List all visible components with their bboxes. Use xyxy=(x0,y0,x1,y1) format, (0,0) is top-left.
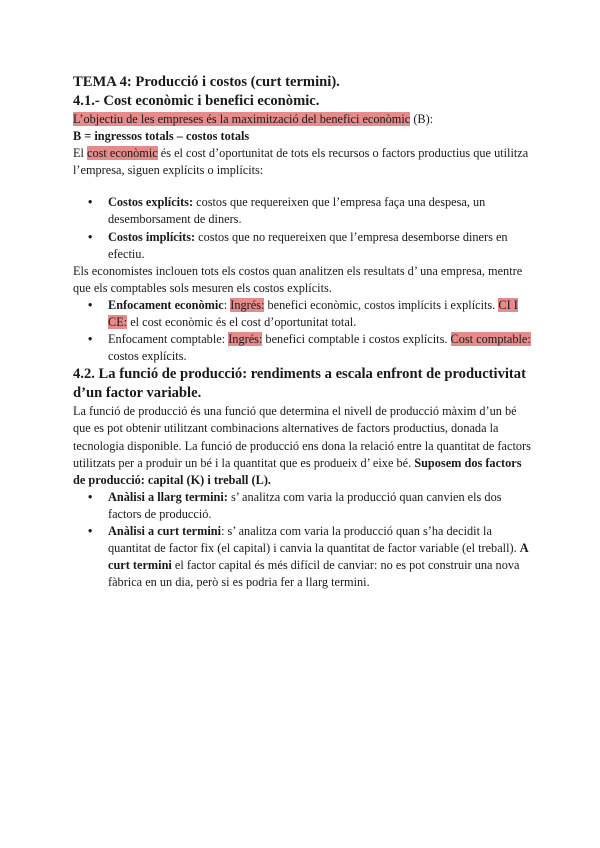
highlight-accounting-cost: Cost comptable: xyxy=(450,332,531,347)
text-fragment: és el cost d’oportunitat de tots els recursos o factors productius que utilitza l’empresa, siguen explícits o implícits: xyxy=(73,146,529,178)
term-long-term: Anàlisi a llarg termini: xyxy=(108,489,228,504)
paragraph-cost-economic xyxy=(73,145,535,179)
highlight-income: Ingrés: xyxy=(228,332,263,347)
bold-short-term: A curt termini xyxy=(108,541,528,573)
list-cost-types xyxy=(73,194,535,262)
list-item-implicit-costs xyxy=(73,229,535,263)
definition-explicit-costs: costos que requereixen que l’empresa faça una despesa, un desemborsament de diners. xyxy=(108,195,486,227)
definition-long-term: s’ analitza com varia la producció quan canvien els dos factors de producció. xyxy=(108,489,502,521)
term-implicit-costs: Costos implícits: xyxy=(108,229,196,244)
list-approaches xyxy=(73,297,535,365)
section-heading-4-1: 4.1.- Cost econòmic i benefici econòmic. xyxy=(73,93,320,109)
text-fragment: El xyxy=(73,146,88,161)
term-accounting-approach: Enfocament comptable: xyxy=(108,332,229,347)
list-analysis xyxy=(73,489,535,592)
highlight-ci-ce: CI I CE: xyxy=(108,297,518,330)
spacer xyxy=(73,179,535,194)
term-explicit-costs: Costos explícits: xyxy=(108,195,194,210)
list-item-accounting-approach xyxy=(73,331,535,365)
term-short-term: Anàlisi a curt termini xyxy=(108,523,222,538)
paragraph-objective xyxy=(73,111,535,128)
bold-two-factors: Suposem dos factors de producció: capital (K) i treball (L). xyxy=(73,455,522,487)
text-fragment: el factor capital és més difícil de canviar: no es pot construir una nova fàbrica en un dia, però si es podria fer a llarg termini. xyxy=(108,558,520,590)
text-fragment: benefici econòmic, costos implícits i explícits. xyxy=(264,297,499,312)
text-fragment: : xyxy=(223,297,231,312)
formula-benefit: B = ingressos totals – costos totals xyxy=(73,129,250,144)
text-fragment: costos explícits. xyxy=(108,349,187,364)
highlight-income: Ingrés: xyxy=(230,297,265,312)
text-fragment: el cost econòmic és el cost d’oportunitat total. xyxy=(127,315,357,330)
section-heading-4-2: 4.2. La funció de producció: rendiments a escala enfront de productivitat d’un factor variable. xyxy=(73,366,526,402)
list-item-explicit-costs xyxy=(73,194,535,228)
list-item-short-term xyxy=(73,523,535,591)
definition-short-term: : s’ analitza com varia la producció quan s’ha decidit la quantitat de factor fix (el capital) i canvia la quantitat de factor variable (el treball). xyxy=(108,523,520,556)
document-content xyxy=(73,73,535,591)
highlight-cost-economic: cost econòmic xyxy=(87,146,158,161)
list-item-economic-approach xyxy=(73,297,535,331)
highlight-objective: L’objectiu de les empreses és la maximització del benefici econòmic xyxy=(73,112,411,126)
text-fragment: La funció de producció és una funció que determina el nivell de producció màxim d’un bé que es pot obtenir utilitzant combinacions alternatives de factors productius, donada la tecnologia disponible. La funció de producció ens dona la relació entre la quantitat de factors utilitzats per a produir un bé i la quantitat que es produeix d’ eixe bé. xyxy=(73,404,531,470)
document-title: TEMA 4: Producció i costos (curt termini). xyxy=(73,74,340,90)
objective-suffix: (B): xyxy=(410,112,434,126)
definition-implicit-costs: costos que no requereixen que l’empresa desemborse diners en efectiu. xyxy=(108,229,508,261)
list-item-long-term xyxy=(73,489,535,523)
paragraph-economists: Els economistes inclouen tots els costos quan analitzen els resultats d’ una empresa, mentre que els comptables sols mesuren els costos explícits. xyxy=(73,263,523,295)
text-fragment: benefici comptable i costos explícits. xyxy=(262,332,451,347)
paragraph-production-function xyxy=(73,403,535,488)
term-economic-approach: Enfocament econòmic xyxy=(108,297,224,312)
